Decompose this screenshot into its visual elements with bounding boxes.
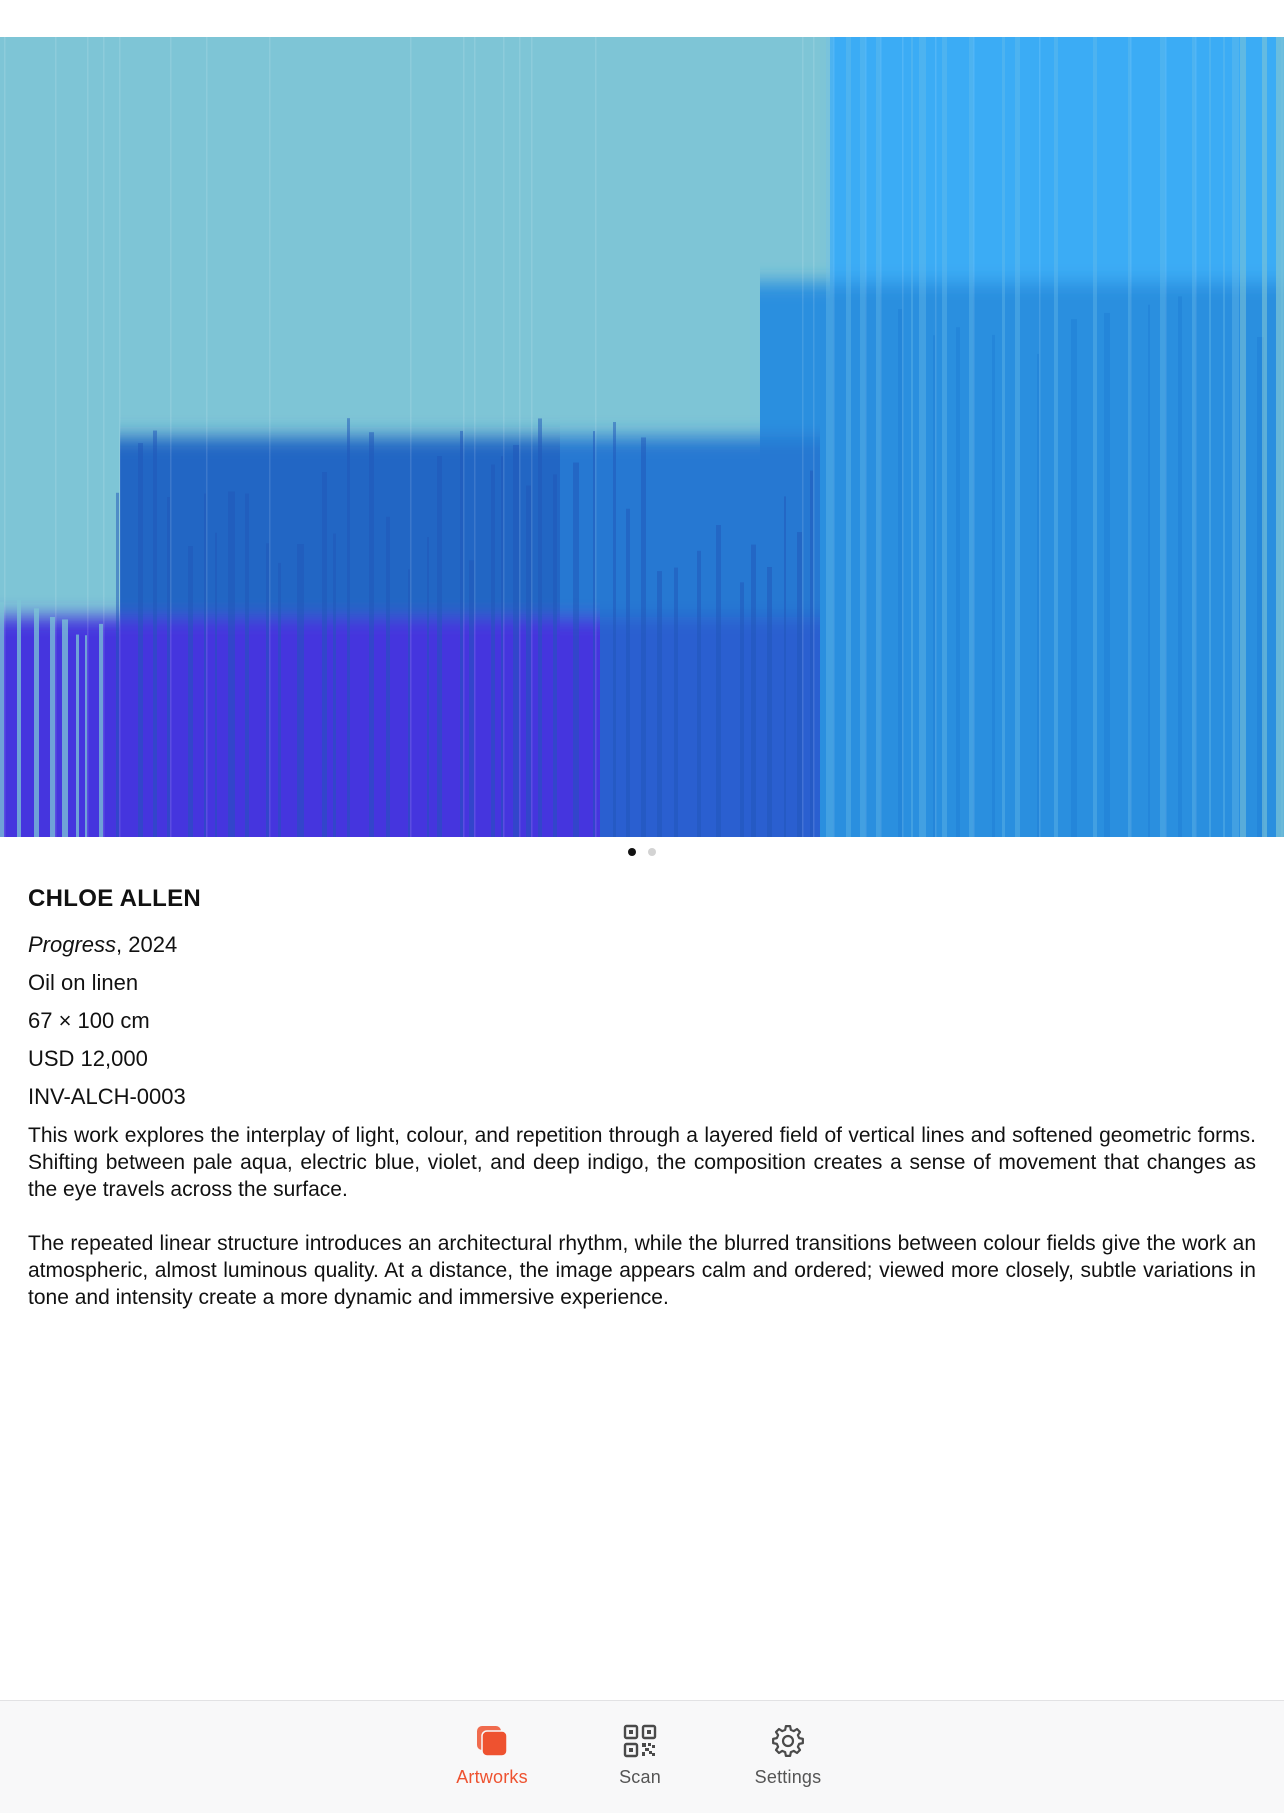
artwork-dimensions: 67 × 100 cm bbox=[28, 1008, 150, 1033]
tab-settings-label: Settings bbox=[754, 1767, 822, 1787]
tab-scan[interactable] bbox=[580, 1723, 700, 1788]
artwork-details bbox=[28, 884, 1256, 1338]
artwork-title-year bbox=[28, 932, 1256, 958]
artwork-image bbox=[0, 37, 1284, 837]
gear-icon bbox=[770, 1723, 806, 1759]
artwork-price: USD 12,000 bbox=[28, 1046, 148, 1071]
artwork-description-paragraph-1: This work explores the interplay of light, colour, and repetition through a layered field of vertical lines and softened geometric forms. Shifting between pale aqua, electric blue, violet, and deep indigo, the composition creates a sense of movement that changes as the eye travels across the surface. bbox=[28, 1124, 1256, 1201]
artwork-title: Progress bbox=[28, 932, 117, 957]
pager-dot-2[interactable] bbox=[648, 848, 656, 856]
artist-name: CHLOE ALLEN bbox=[28, 885, 202, 912]
qr-code-icon bbox=[622, 1723, 658, 1759]
tab-scan-label: Scan bbox=[619, 1767, 661, 1787]
artwork-image-carousel[interactable] bbox=[0, 37, 1284, 837]
tab-settings[interactable] bbox=[728, 1723, 848, 1788]
artwork-inventory-id: INV-ALCH-0003 bbox=[28, 1084, 186, 1109]
image-pager[interactable] bbox=[0, 848, 1284, 856]
artwork-year: , 2024 bbox=[116, 932, 178, 957]
artwork-description-paragraph-2: The repeated linear structure introduces an architectural rhythm, while the blurred transitions between colour fields give the work an atmospheric, almost luminous quality. At a distance, the image appears calm and ordered; viewed more closely, subtle variations in tone and intensity create a more dynamic and immersive experience. bbox=[28, 1232, 1256, 1309]
pager-dot-1[interactable] bbox=[628, 848, 636, 856]
artworks-icon bbox=[474, 1723, 510, 1759]
bottom-tab-bar bbox=[0, 1700, 1284, 1813]
tab-artworks-label: Artworks bbox=[456, 1767, 528, 1787]
artwork-medium: Oil on linen bbox=[28, 970, 139, 995]
tab-artworks[interactable] bbox=[432, 1723, 552, 1788]
